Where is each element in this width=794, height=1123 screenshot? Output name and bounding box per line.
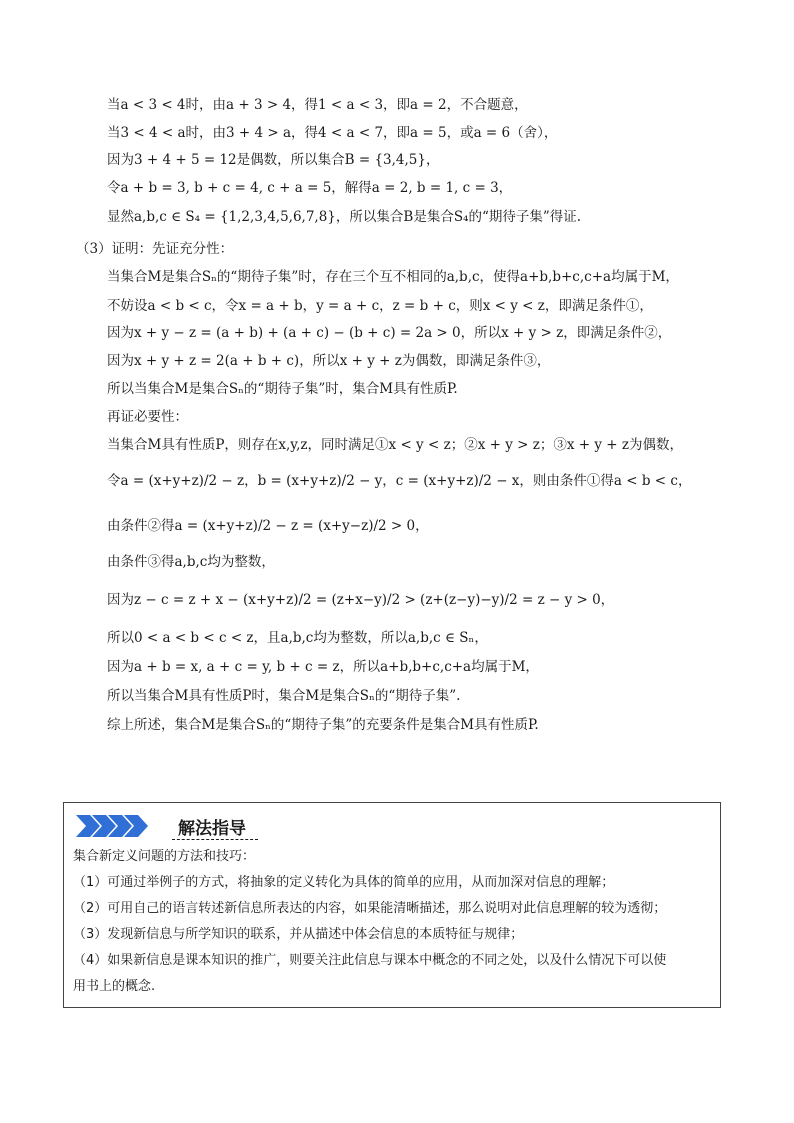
title-underline [172, 839, 258, 840]
guide-header [76, 811, 376, 841]
necessity-heading: 再证必要性： [107, 409, 188, 425]
proof-heading: （3）证明：先证充分性： [76, 241, 234, 257]
chevrons-icon [76, 815, 164, 837]
solution-line-15: 由条件②得a = (x+y+z)/2 − z = (x+y−z)/2 > 0， [107, 518, 429, 534]
solution-line-1: 当a < 3 < 4时，由a + 3 > 4，得1 < a < 3，即a = 2，不合题意， [107, 97, 528, 113]
solution-line-18: 所以0 < a < b < c < z，且a,b,c均为整数，所以a,b,c ∈ Sₙ， [107, 630, 488, 646]
guide-line-6: 用书上的概念. [73, 979, 156, 994]
solution-line-17: 因为z − c = z + x − (x+y+z)/2 = (z+x−y)/2 > (z+(z−y)−y)/2 = z − y > 0， [107, 592, 615, 608]
guide-title: 解法指导 [178, 819, 246, 839]
solution-line-14: 令a = (x+y+z)/2 − z，b = (x+y+z)/2 − y，c = (x+y+z)/2 − x，则由条件①得a < b < c， [107, 473, 692, 489]
solution-line-16: 由条件③得a,b,c均为整数， [107, 554, 275, 570]
solution-line-4: 令a + b = 3, b + c = 4, c + a = 5，解得a = 2, b = 1, c = 3， [107, 180, 513, 196]
guide-line-5: （4）如果新信息是课本知识的推广，则要关注此信息与课本中概念的不同之处，以及什么情况下可以使 [73, 953, 667, 968]
solution-line-8: 不妨设a < b < c，令x = a + b，y = a + c，z = b + c，则x < y < z，即满足条件①， [107, 298, 653, 314]
solution-line-19: 因为a + b = x, a + c = y, b + c = z，所以a+b,b+c,c+a均属于M， [107, 659, 539, 675]
guide-line-2: （1）可通过举例子的方式，将抽象的定义转化为具体的简单的应用，从而加深对信息的理解； [73, 875, 615, 890]
solution-line-2: 当3 < 4 < a时，由3 + 4 > a，得4 < a < 7，即a = 5，或a = 6（舍）， [107, 125, 558, 141]
solution-line-20: 所以当集合M具有性质P时，集合M是集合Sₙ的“期待子集”. [107, 688, 461, 704]
solution-line-7: 当集合M是集合Sₙ的“期待子集”时，存在三个互不相同的a,b,c，使得a+b,b+c,c+a均属于M， [107, 269, 679, 285]
guide-line-3: （2）可用自己的语言转述新信息所表达的内容，如果能清晰描述，那么说明对此信息理解的较为透彻； [73, 901, 667, 916]
guide-line-1: 集合新定义问题的方法和技巧： [73, 849, 256, 864]
solution-line-11: 所以当集合M是集合Sₙ的“期待子集”时，集合M具有性质P. [107, 381, 458, 397]
solution-line-13: 当集合M具有性质P，则存在x,y,z，同时满足①x < y < z；②x + y > z；③x + y + z为偶数， [107, 437, 683, 453]
solution-line-9: 因为x + y − z = (a + b) + (a + c) − (b + c) = 2a > 0，所以x + y > z，即满足条件②， [107, 325, 672, 341]
solution-line-10: 因为x + y + z = 2(a + b + c)，所以x + y + z为偶数，即满足条件③， [107, 353, 551, 369]
solution-line-3: 因为3 + 4 + 5 = 12是偶数，所以集合B = {3,4,5}， [107, 152, 440, 168]
guide-line-4: （3）发现新信息与所学知识的联系，并从描述中体会信息的本质特征与规律； [73, 927, 524, 942]
method-guide-box [63, 802, 721, 1008]
solution-line-5: 显然a,b,c ∈ S₄ = {1,2,3,4,5,6,7,8}，所以集合B是集合S₄的“期待子集”得证. [107, 209, 582, 225]
conclusion-line: 综上所述，集合M是集合Sₙ的“期待子集”的充要条件是集合M具有性质P. [107, 717, 539, 733]
